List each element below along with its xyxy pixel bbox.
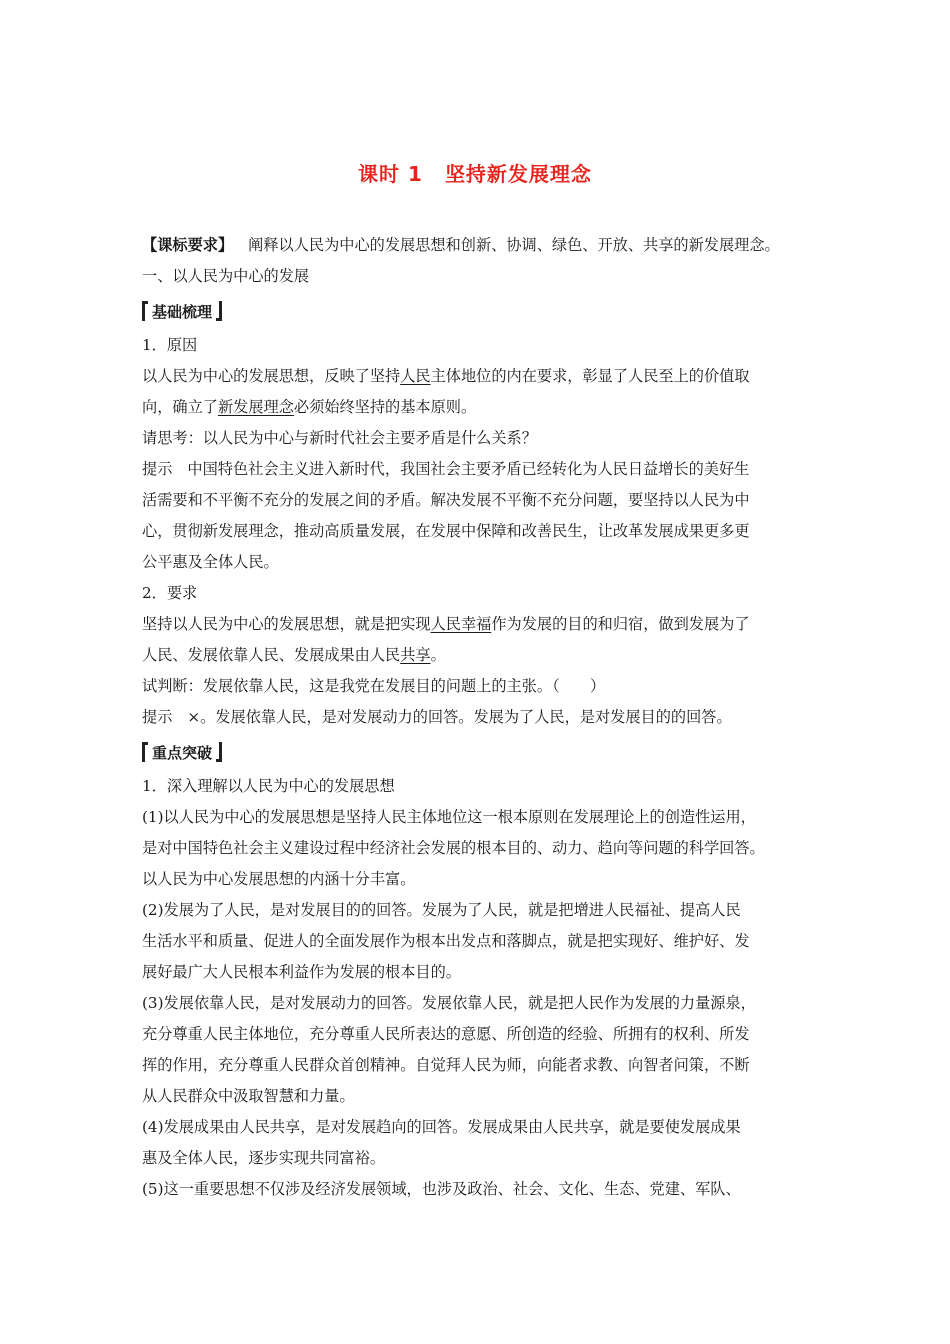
hint-label: 提示 [142,460,173,478]
paragraph-line: 以人民为中心的发展思想，反映了坚持人民主体地位的内在要求，彰显了人民至上的价值取 [142,367,750,385]
bracket-left-icon [142,742,148,762]
paragraph-line: 向，确立了新发展理念必须始终坚持的基本原则。 [142,398,477,416]
judge-question: 试判断：发展依靠人民，这是我党在发展目的问题上的主张。（ ） [142,677,606,695]
underlined-answer: 人民幸福 [430,615,492,633]
paragraph-line: (1)以人民为中心的发展思想是坚持人民主体地位这一根本原则在发展理论上的创造性运用， [142,808,756,826]
paragraph-line: 坚持以人民为中心的发展思想，就是把实现人民幸福作为发展的目的和归宿，做到发展为了 [142,615,750,633]
paragraph-line: 展好最广大人民根本利益作为发展的根本目的。 [142,963,461,981]
item-title: 1．原因 [142,336,198,354]
basic-review-header [142,292,822,330]
key-points-label: 重点突破 [152,743,213,762]
underlined-answer: 共享 [400,646,431,664]
curriculum-requirement [142,230,822,261]
paragraph-line: 公平惠及全体人民。 [142,553,279,571]
paragraph-line: 挥的作用，充分尊重人民群众首创精神。自觉拜人民为师，向能者求教、向智者问策，不断 [142,1056,750,1074]
lesson-topic: 坚持新发展理念 [444,162,592,186]
requirement-text: 阐释以人民为中心的发展思想和创新、协调、绿色、开放、共享的新发展理念。 [248,236,780,254]
item-title: 2．要求 [142,584,198,602]
bracket-right-icon [216,301,222,321]
paragraph-line: 生活水平和质量、促进人的全面发展作为根本出发点和落脚点，就是把实现好、维护好、发 [142,932,750,950]
paragraph-line: 人民、发展依靠人民、发展成果由人民共享。 [142,646,446,664]
hint-line: 提示 中国特色社会主义进入新时代，我国社会主要矛盾已经转化为人民日益增长的美好生 [142,460,750,478]
paragraph-line: (4)发展成果由人民共享，是对发展趋向的回答。发展成果由人民共享，就是要使发展成果 [142,1118,741,1136]
paragraph-line: 充分尊重人民主体地位，充分尊重人民所表达的意愿、所创造的经验、所拥有的权利、所发 [142,1025,750,1043]
page-title [0,158,950,187]
paragraph-line: 以人民为中心发展思想的内涵十分丰富。 [142,870,416,888]
paragraph-line: (2)发展为了人民，是对发展目的的回答。发展为了人民，就是把增进人民福祉、提高人民 [142,901,741,919]
paragraph-line: (5)这一重要思想不仅涉及经济发展领域，也涉及政治、社会、文化、生态、党建、军队、 [142,1180,741,1198]
document-body [142,230,822,1205]
underlined-answer: 新发展理念 [217,398,294,416]
section-title: 一、以人民为中心的发展 [142,267,310,285]
paragraph-line: 是对中国特色社会主义建设过程中经济社会发展的根本目的、动力、趋向等问题的科学回答。 [142,839,765,857]
hint-line: 提示 ×。发展依靠人民，是对发展动力的回答。发展为了人民，是对发展目的的回答。 [142,708,732,726]
paragraph-line: 心，贯彻新发展理念，推动高质量发展，在发展中保障和改善民生，让改革发展成果更多更 [142,522,750,540]
underlined-answer: 人民 [400,367,431,385]
paragraph-line: 惠及全体人民，逐步实现共同富裕。 [142,1149,385,1167]
requirement-label: 【课标要求】 [142,236,234,254]
paragraph-line: 活需要和不平衡不充分的发展之间的矛盾。解决发展不平衡不充分问题，要坚持以人民为中 [142,491,750,509]
paragraph-line: 从人民群众中汲取智慧和力量。 [142,1087,355,1105]
bracket-left-icon [142,301,148,321]
lesson-number: 课时 1 [358,162,423,186]
key-points-header [142,733,822,771]
bracket-right-icon [216,742,222,762]
think-question: 请思考：以人民为中心与新时代社会主要矛盾是什么关系？ [142,429,537,447]
item-title: 1．深入理解以人民为中心的发展思想 [142,777,395,795]
basic-review-label: 基础梳理 [152,302,213,321]
paragraph-line: (3)发展依靠人民，是对发展动力的回答。发展依靠人民，就是把人民作为发展的力量源泉， [142,994,756,1012]
hint-label: 提示 [142,708,173,726]
